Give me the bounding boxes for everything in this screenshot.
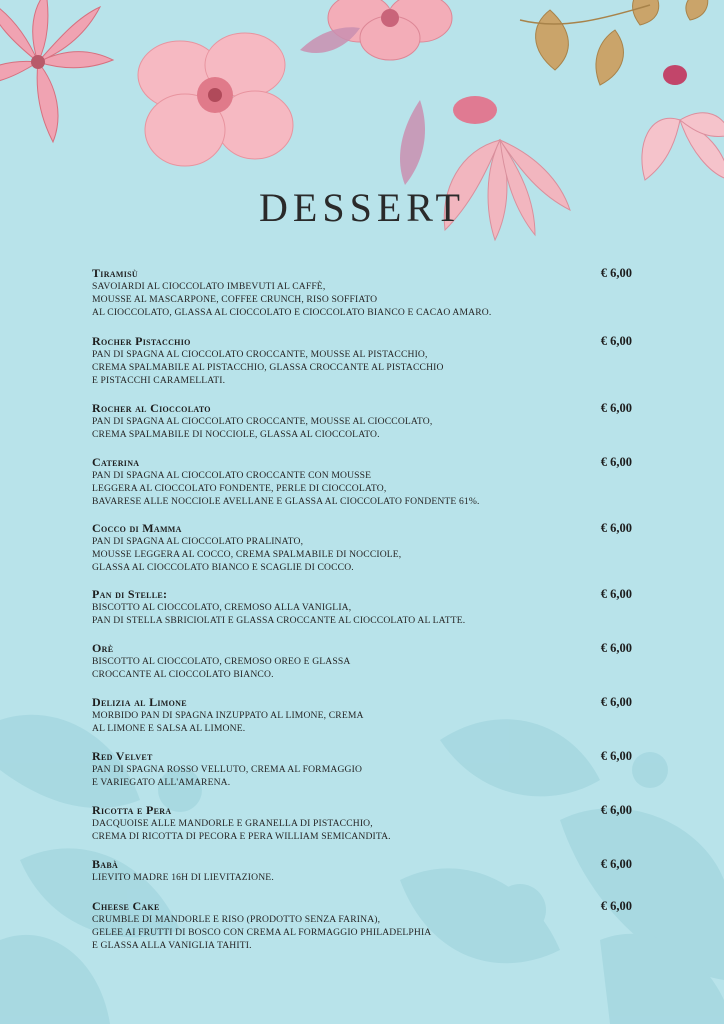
item-name: Tiramisù	[92, 266, 138, 280]
menu-item-rocher-cioccolato	[92, 401, 632, 441]
item-price: € 6,00	[600, 521, 632, 535]
item-description	[92, 469, 552, 508]
menu-item-rocher-pistacchio	[92, 334, 632, 387]
description-line: PAN DI SPAGNA AL CIOCCOLATO CROCCANTE, MOUSSE AL PISTACCHIO,	[92, 349, 428, 360]
menu-item-cheese-cake	[92, 899, 632, 952]
description-line: MOUSSE AL MASCARPONE, COFFEE CRUNCH, RISO SOFFIATO	[92, 294, 378, 305]
description-line: BISCOTTO AL CIOCCOLATO, CREMOSO OREO E GLASSA	[92, 656, 351, 667]
item-price: € 6,00	[600, 266, 632, 280]
item-name: Delizia al Limone	[92, 695, 187, 709]
description-line: CREMA DI RICOTTA DI PECORA E PERA WILLIAM SEMICANDITA.	[92, 831, 391, 842]
menu-item-tiramisu	[92, 266, 632, 319]
description-line: AL LIMONE E SALSA AL LIMONE.	[92, 723, 246, 734]
description-line: LEGGERA AL CIOCCOLATO FONDENTE, PERLE DI CIOCCOLATO,	[92, 483, 387, 494]
description-line: CREMA SPALMABILE AL PISTACCHIO, GLASSA CROCCANTE AL PISTACCHIO	[92, 362, 444, 373]
menu-item-cocco-di-mamma	[92, 521, 632, 574]
description-line: LIEVITO MADRE 16H DI LIEVITAZIONE.	[92, 872, 274, 883]
item-name: Pan di Stelle:	[92, 587, 168, 601]
item-price: € 6,00	[600, 401, 632, 415]
description-line: E GLASSA ALLA VANIGLIA TAHITI.	[92, 940, 252, 951]
item-price: € 6,00	[600, 899, 632, 913]
description-line: GLASSA AL CIOCCOLATO BIANCO E SCAGLIE DI COCCO.	[92, 562, 354, 573]
menu-item-baba	[92, 857, 632, 884]
item-name: Orè	[92, 641, 114, 655]
description-line: GELEE AI FRUTTI DI BOSCO CON CREMA AL FORMAGGIO PHILADELPHIA	[92, 927, 432, 938]
item-description	[92, 871, 552, 884]
item-name: Cheese Cake	[92, 899, 160, 913]
item-description	[92, 709, 552, 735]
menu-item-red-velvet	[92, 749, 632, 789]
description-line: PAN DI SPAGNA AL CIOCCOLATO CROCCANTE, MOUSSE AL CIOCCOLATO,	[92, 416, 433, 427]
description-line: PAN DI SPAGNA AL CIOCCOLATO PRALINATO,	[92, 536, 304, 547]
description-line: PAN DI SPAGNA AL CIOCCOLATO CROCCANTE CON MOUSSE	[92, 470, 372, 481]
menu-item-ricotta-e-pera	[92, 803, 632, 843]
item-name: Caterina	[92, 455, 140, 469]
description-line: PAN DI STELLA SBRICIOLATI E GLASSA CROCCANTE AL CIOCCOLATO AL LATTE.	[92, 615, 466, 626]
menu-item-delizia-al-limone	[92, 695, 632, 735]
menu-item-pan-di-stelle	[92, 587, 632, 627]
item-price: € 6,00	[600, 587, 632, 601]
item-price: € 6,00	[600, 857, 632, 871]
item-description	[92, 817, 552, 843]
item-description	[92, 655, 552, 681]
pink-magnolia-flower-icon	[642, 65, 724, 180]
pink-lily-flower-icon	[0, 0, 113, 142]
description-line: BAVARESE ALLE NOCCIOLE AVELLANE E GLASSA AL CIOCCOLATO FONDENTE 61%.	[92, 496, 480, 507]
item-description	[92, 535, 552, 574]
item-name: Red Velvet	[92, 749, 153, 763]
item-name: Babà	[92, 857, 119, 871]
item-name: Rocher al Cioccolato	[92, 401, 211, 415]
description-line: CROCCANTE AL CIOCCOLATO BIANCO.	[92, 669, 274, 680]
item-price: € 6,00	[600, 695, 632, 709]
description-line: MORBIDO PAN DI SPAGNA INZUPPATO AL LIMONE, CREMA	[92, 710, 364, 721]
item-description	[92, 280, 552, 319]
description-line: CRUMBLE DI MANDORLE E RISO (PRODOTTO SENZA FARINA),	[92, 914, 381, 925]
item-price: € 6,00	[600, 455, 632, 469]
item-description	[92, 415, 552, 441]
item-description	[92, 763, 552, 789]
item-price: € 6,00	[600, 803, 632, 817]
item-name: Rocher Pistacchio	[92, 334, 191, 348]
description-line: BISCOTTO AL CIOCCOLATO, CREMOSO ALLA VANIGLIA,	[92, 602, 352, 613]
item-description	[92, 913, 552, 952]
description-line: E PISTACCHI CARAMELLATI.	[92, 375, 226, 386]
description-line: AL CIOCCOLATO, GLASSA AL CIOCCOLATO E CIOCCOLATO BIANCO E CACAO AMARO.	[92, 307, 492, 318]
item-name: Cocco di Mamma	[92, 521, 182, 535]
description-line: PAN DI SPAGNA ROSSO VELLUTO, CREMA AL FORMAGGIO	[92, 764, 363, 775]
item-description	[92, 601, 552, 627]
item-price: € 6,00	[600, 641, 632, 655]
item-name: Ricotta e Pera	[92, 803, 172, 817]
page-title: DESSERT	[259, 185, 465, 230]
item-description	[92, 348, 552, 387]
description-line: DACQUOISE ALLE MANDORLE E GRANELLA DI PISTACCHIO,	[92, 818, 373, 829]
description-line: SAVOIARDI AL CIOCCOLATO IMBEVUTI AL CAFFÈ,	[92, 281, 326, 292]
description-line: CREMA SPALMABILE DI NOCCIOLE, GLASSA AL CIOCCOLATO.	[92, 429, 380, 440]
pink-blossom-icon	[138, 33, 293, 166]
description-line: E VARIEGATO ALL'AMARENA.	[92, 777, 231, 788]
menu-item-ore	[92, 641, 632, 681]
item-price: € 6,00	[600, 749, 632, 763]
menu-item-caterina	[92, 455, 632, 508]
item-price: € 6,00	[600, 334, 632, 348]
description-line: MOUSSE LEGGERA AL COCCO, CREMA SPALMABILE DI NOCCIOLE,	[92, 549, 402, 560]
